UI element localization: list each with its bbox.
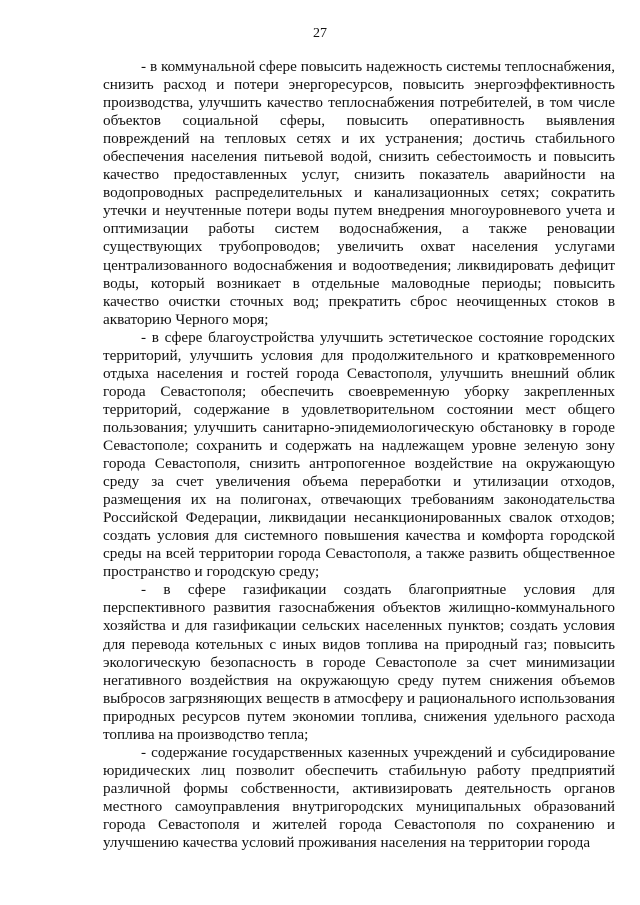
page-number: 27 <box>313 26 327 41</box>
paragraph-institutions-funding: - содержание государственных казенных учреждений и субсидирование юридических лиц позволит обеспечить стабильную работу предприятий различной формы собственности, активизировать деятельность органов местного самоуправления внутригородских муниципальных образований города Севастополя и жителей города Севастополя по сохранению и улучшению качества условий проживания населения на территории города <box>103 743 615 852</box>
paragraph-gasification-sphere: - в сфере газификации создать благоприятные условия для перспективного развития газоснабжения объектов жилищно-коммунального хозяйства и для газификации сельских населенных пунктов; создать условия для перевода котельных с иных видов топлива на природный газ; повысить экологическую безопасность в городе Севастополе за счет минимизации негативного воздействия на окружающую среду путем снижения объемов выбросов загрязняющих веществ в атмосферу и рационального использования природных ресурсов путем экономии топлива, снижения удельного расхода топлива на производство тепла; <box>103 581 615 743</box>
document-body <box>103 58 615 852</box>
paragraph-landscaping-sphere: - в сфере благоустройства улучшить эстетическое состояние городских территорий, улучшить условия для продолжительного и кратковременного отдыха населения и гостей города Севастополя, улучшить внешний облик города Севастополя; обеспечить своевременную уборку закрепленных территорий, содержание в удовлетворительном состоянии мест общего пользования; улучшить санитарно-эпидемиологическую обстановку в городе Севастополе; сохранить и содержать на надлежащем уровне зеленую зону города Севастополя, снизить антропогенное воздействие на окружающую среду за счет увеличения объема переработки и утилизации отходов, размещения их на полигонах, отвечающих требованиям законодательства Российской Федерации, ликвидации несанкционированных свалок отходов; создать условия для системного повышения качества и комфорта городской среды на всей территории города Севастополя, а также развить общественное пространство и городскую среду; <box>103 328 615 581</box>
paragraph-communal-sphere: - в коммунальной сфере повысить надежность системы теплоснабжения, снизить расход и потери энергоресурсов, повысить энергоэффективность производства, улучшить качество теплоснабжения потребителей, в том числе объектов социальной сферы, повысить оперативность выявления повреждений на тепловых сетях и их устранения; достичь стабильного обеспечения населения питьевой водой, снизить себестоимость и повысить качество предоставленных услуг, снизить показатель аварийности на водопроводных распределительных и канализационных сетях; сократить утечки и неучтенные потери воды путем внедрения многоуровневого учета и оптимизации работы систем водоснабжения, а также реновации существующих трубопроводов; увеличить охват населения услугами централизованного водоснабжения и водоотведения; ликвидировать дефицит воды, который возникает в отдельные маловодные периоды; повысить качество очистки сточных вод; прекратить сброс неочищенных стоков в акваторию Черного моря; <box>103 58 615 328</box>
